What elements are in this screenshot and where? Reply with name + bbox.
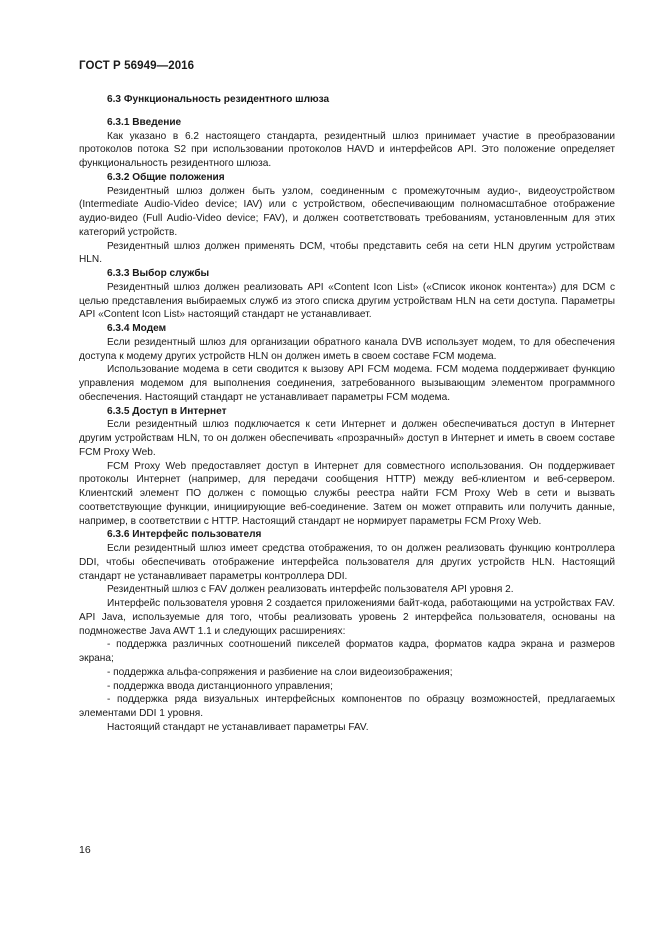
paragraph: Резидентный шлюз должен быть узлом, соединенным с промежуточным аудио-, видеоустройством (Intermediate Audio-Video device; IAV) или с устройством, обеспечивающим полномасштабное отображение аудио-видео (Full Audio-Video device; FAV), и должен соответствовать требованиям, установленным для этих категорий устройств. bbox=[79, 185, 615, 238]
page-number: 16 bbox=[79, 844, 91, 856]
paragraph: Интерфейс пользователя уровня 2 создается приложениями байт-кода, работающими на устройствах FAV. API Java, используемые для того, чтобы реализовать уровень 2 интерфейса пользователя, основаны на подмножестве Java AWT 1.1 и следующих расширениях: bbox=[79, 598, 615, 637]
paragraph: Использование модема в сети сводится к вызову API FCM модема. FCM модема поддерживает функцию управления модемом для выполнения соединения, затребованного вызывающим элементом программного обеспечения. Настоящий стандарт не устанавливает параметры FCM модема. bbox=[79, 364, 615, 403]
document-header: ГОСТ Р 56949—2016 bbox=[79, 60, 195, 72]
section-heading-6-3: 6.3 Функциональность резидентного шлюза bbox=[107, 94, 330, 105]
paragraph: Если резидентный шлюз подключается к сети Интернет и должен обеспечиваться доступ в Интернет другим устройствам HLN, то он должен обеспечивать «прозрачный» доступ в Интернет и иметь в своем составе FCM Proxy Web. bbox=[79, 419, 615, 458]
paragraph: FCM Proxy Web предоставляет доступ в Интернет для совместного использования. Он поддерживает протоколы Интернет (например, для передачи сообщения HTTP) между веб-клиентом и веб-сервером. Клиентский элемент ПО должен с помощью службы реестра найти FCM Proxy Web в сети и вызвать соответствующие функции, инициирующие веб-соединение. Затем он может отправить или получить данные, например, в соответствии с HTTP. Настоящий стандарт не нормирует параметры FCM Proxy Web. bbox=[79, 460, 615, 527]
list-item: - поддержка различных соотношений пикселей форматов кадра, форматов кадра экрана и размеров экрана; bbox=[79, 639, 615, 664]
document-body bbox=[79, 93, 615, 735]
section-heading-6-3-6: 6.3.6 Интерфейс пользователя bbox=[107, 529, 262, 541]
paragraph: Если резидентный шлюз для организации обратного канала DVB использует модем, то для обеспечения доступа к модему других устройств HLN он должен иметь в своем составе FCM модема. bbox=[79, 336, 615, 362]
paragraph: Резидентный шлюз должен применять DCM, чтобы представить себя на сети HLN другим устройствам HLN. bbox=[79, 240, 615, 266]
list-item: - поддержка альфа-сопряжения и разбиение на слои видеоизображения; bbox=[107, 666, 453, 678]
section-heading-6-3-5: 6.3.5 Доступ в Интернет bbox=[107, 405, 227, 417]
paragraph: Резидентный шлюз с FAV должен реализовать интерфейс пользователя API уровня 2. bbox=[107, 584, 514, 596]
paragraph: Резидентный шлюз должен реализовать API «Content Icon List» («Список иконок контента») для DCM с целью представления выбираемых служб из этого списка другим устройствам HLN на сети доступа. Параметры API «Content Icon List» настоящий стандарт не устанавливает. bbox=[79, 281, 615, 321]
section-heading-6-3-3: 6.3.3 Выбор службы bbox=[107, 268, 210, 279]
section-heading-6-3-1: 6.3.1 Введение bbox=[107, 116, 182, 128]
paragraph: Настоящий стандарт не устанавливает параметры FAV. bbox=[107, 721, 369, 733]
paragraph: Если резидентный шлюз имеет средства отображения, то он должен реализовать функцию контроллера DDI, чтобы обеспечивать отображение интерфейса пользователя для других устройств HLN. Настоящий стандарт не устанавливает параметры контроллера DDI. bbox=[79, 543, 615, 582]
paragraph: Как указано в 6.2 настоящего стандарта, резидентный шлюз принимает участие в преобразовании протоколов потока S2 при использовании протоколов HAVD и интерфейсов API. Это положение определяет функциональность резидентного шлюза. bbox=[79, 130, 615, 169]
list-item: - поддержка ввода дистанционного управления; bbox=[107, 680, 333, 692]
list-item: - поддержка ряда визуальных интерфейсных компонентов по образцу возможностей, предлагаемых элементами DDI 1 уровня. bbox=[79, 694, 615, 719]
section-heading-6-3-2: 6.3.2 Общие положения bbox=[107, 171, 225, 183]
section-heading-6-3-4: 6.3.4 Модем bbox=[107, 323, 167, 334]
